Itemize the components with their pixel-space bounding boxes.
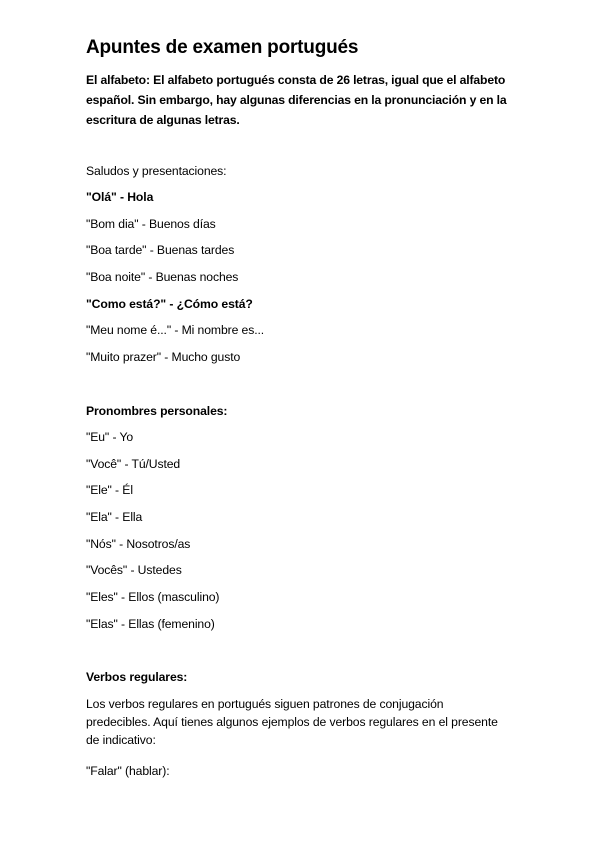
intro-paragraph: El alfabeto: El alfabeto portugués consta de 26 letras, igual que el alfabeto español. Sin embargo, hay algunas diferencias en la pronunciación y en la escritura de algunas letras. — [86, 73, 507, 127]
greeting-item: "Muito prazer" - Mucho gusto — [86, 350, 241, 364]
pronoun-item: "Ele" - Él — [86, 483, 133, 497]
verbs-description: Los verbos regulares en portugués siguen patrones de conjugación predecibles. Aquí tienes algunos ejemplos de verbos regulares en el presente de indicativo: — [86, 697, 498, 747]
greetings-heading: Saludos y presentaciones: — [86, 164, 227, 178]
greeting-item: "Olá" - Hola — [86, 190, 154, 204]
greeting-item: "Boa noite" - Buenas noches — [86, 270, 239, 284]
verbs-example: "Falar" (hablar): — [86, 764, 170, 778]
verbs-heading: Verbos regulares: — [86, 670, 188, 684]
pronoun-item: "Nós" - Nosotros/as — [86, 537, 191, 551]
greeting-item: "Como está?" - ¿Cómo está? — [86, 297, 253, 311]
pronoun-item: "Eu" - Yo — [86, 430, 134, 444]
pronoun-item: "Você" - Tú/Usted — [86, 457, 181, 471]
greeting-item: "Bom dia" - Buenos días — [86, 217, 216, 231]
greeting-item: "Boa tarde" - Buenas tardes — [86, 243, 235, 257]
pronoun-item: "Elas" - Ellas (femenino) — [86, 617, 215, 631]
greeting-item: "Meu nome é..." - Mi nombre es... — [86, 323, 265, 337]
pronouns-heading: Pronombres personales: — [86, 404, 228, 418]
page-title: Apuntes de examen portugués — [86, 37, 359, 58]
pronoun-item: "Ela" - Ella — [86, 510, 143, 524]
pronoun-item: "Vocês" - Ustedes — [86, 563, 182, 577]
pronoun-item: "Eles" - Ellos (masculino) — [86, 590, 220, 604]
